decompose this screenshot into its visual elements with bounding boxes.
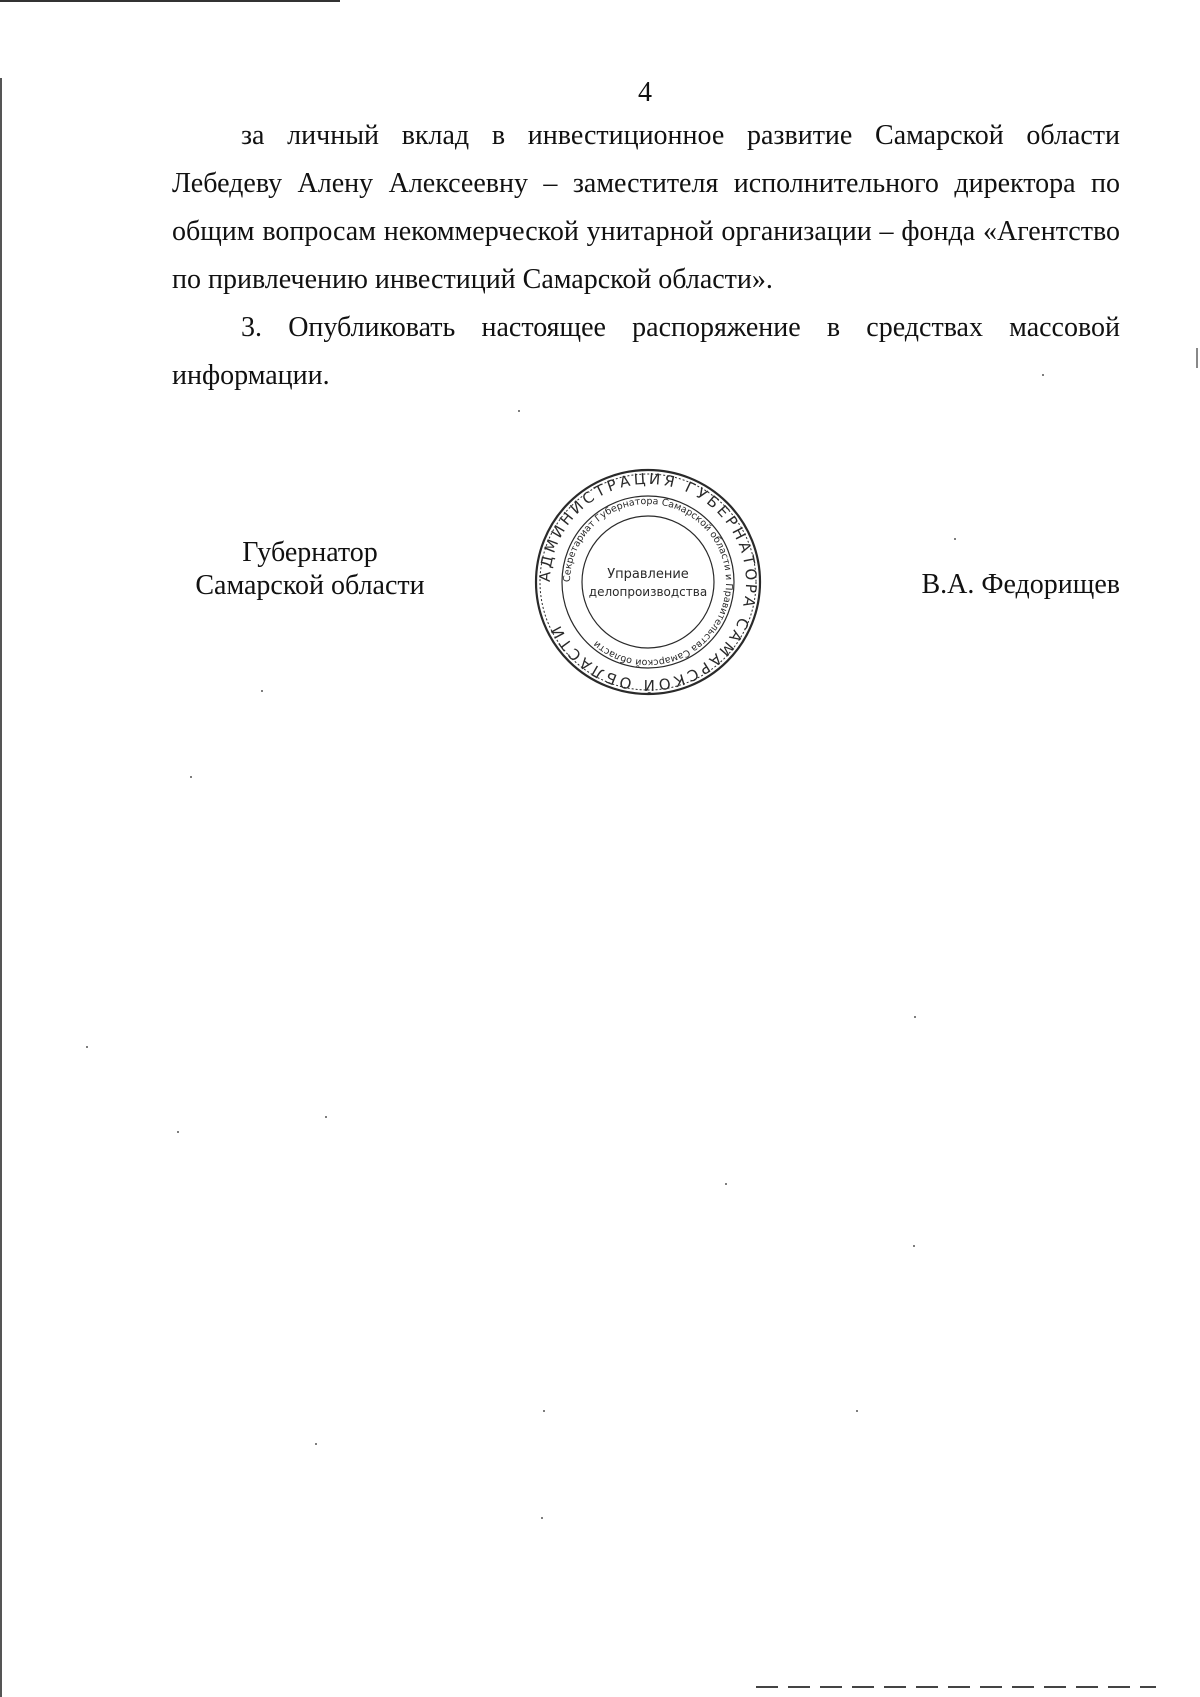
- scan-speck: [725, 1183, 727, 1185]
- body-paragraph: за личный вклад в инвестиционное развитие Самарской области Лебедеву Алену Алексеевну – заместителя исполнительного директора по общим вопросам некоммерческой унитарной организации – фонда «Агентство по привлечению инвестиций Самарской области».: [172, 120, 1120, 295]
- seal-graphic: [532, 466, 764, 698]
- scan-speck: [856, 1410, 858, 1412]
- scan-left-edge: [0, 78, 2, 1697]
- seal-outer-text: АДМИНИСТРАЦИЯ ГУБЕРНАТОРА САМАРСКОЙ ОБЛАСТИ: [535, 469, 761, 695]
- scan-speck: [177, 1131, 179, 1133]
- scan-speck: [541, 1517, 543, 1519]
- seal-center-line: делопроизводства: [588, 585, 708, 599]
- scan-speck: [914, 1016, 916, 1018]
- seal-center-line: Управление: [607, 567, 689, 582]
- scan-speck: [325, 1116, 327, 1118]
- scan-top-rule: [0, 0, 340, 2]
- scan-speck: [954, 538, 956, 540]
- seal-middle-text: Секретариат Губернатора Самарской области и Правительства Самарской области: [561, 495, 735, 669]
- scan-bottom-dashes: [756, 1686, 1156, 1688]
- scan-speck: [261, 690, 263, 692]
- signer-name: В.А. Федорищев: [921, 569, 1120, 600]
- page-number: 4: [638, 77, 652, 108]
- scan-speck: [86, 1046, 88, 1048]
- body-paragraph: 3. Опубликовать настоящее распоряжение в средствах массовой информации.: [172, 312, 1120, 391]
- scan-speck: [518, 410, 520, 412]
- signer-title: [160, 536, 460, 602]
- scan-speck: [913, 1245, 915, 1247]
- official-seal: [532, 466, 764, 698]
- scan-speck: [190, 776, 192, 778]
- scan-right-mark: [1196, 348, 1198, 368]
- signer-title-line: Самарской области: [195, 570, 425, 601]
- scan-speck: [315, 1443, 317, 1445]
- scan-speck: [543, 1410, 545, 1412]
- seal-inner-ring: [582, 516, 714, 648]
- signer-title-line: Губернатор: [242, 537, 378, 568]
